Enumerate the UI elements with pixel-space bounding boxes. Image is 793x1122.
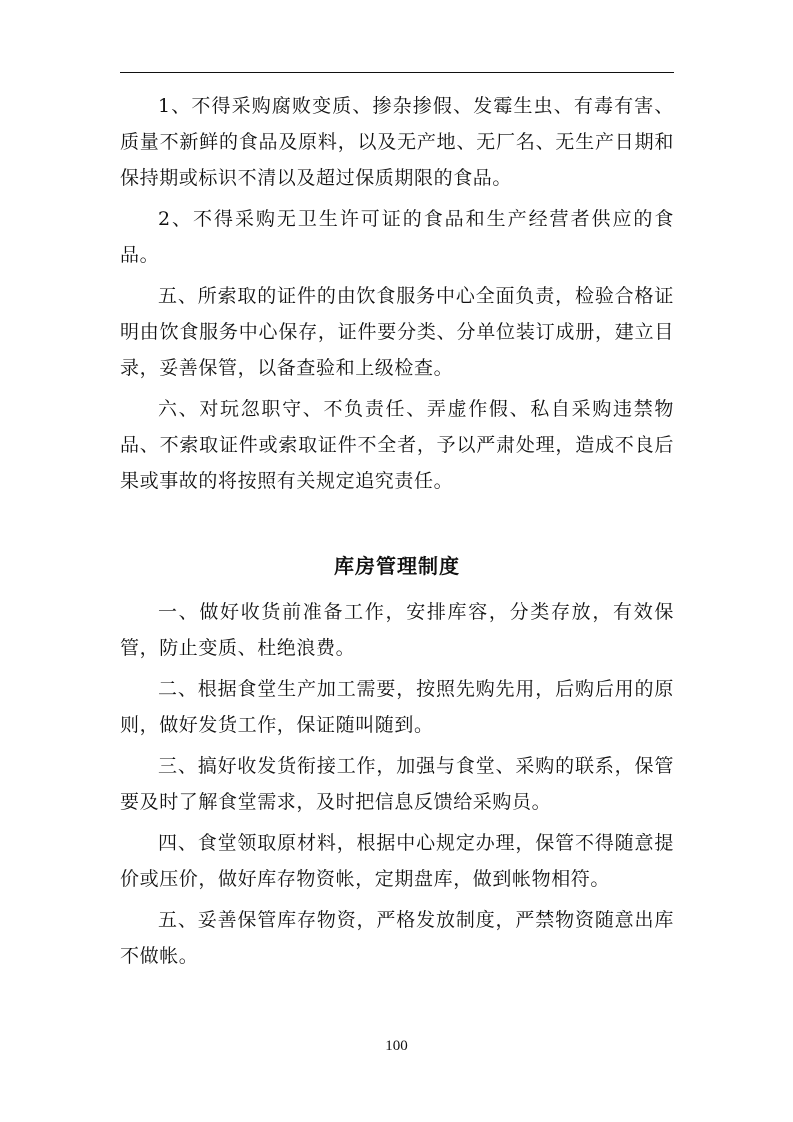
paragraph: 一、做好收货前准备工作，安排库容，分类存放，有效保管，防止变质、杜绝浪费。 [120,601,674,659]
page-number: 100 [385,1038,408,1054]
paragraph: 四、食堂领取原材料，根据中心规定办理，保管不得随意提价或压价，做好库存物资帐，定期盘库，做到帐物相符。 [120,832,674,890]
paragraph: 五、所索取的证件的由饮食服务中心全面负责，检验合格证明由饮食服务中心保存，证件要分类、分单位装订成册，建立目录，妥善保管，以备查验和上级检查。 [120,285,674,379]
paragraph: 三、搞好收发货衔接工作，加强与食堂、采购的联系，保管要及时了解食堂需求，及时把信息反馈给采购员。 [120,755,674,813]
paragraph: 1、不得采购腐败变质、掺杂掺假、发霉生虫、有毒有害、质量不新鲜的食品及原料，以及无产地、无厂名、无生产日期和保持期或标识不清以及超过保质期限的食品。 [120,95,674,189]
document-body [120,88,674,979]
paragraph: 五、妥善保管库存物资，严格发放制度，严禁物资随意出库不做帐。 [120,909,674,967]
section-title: 库房管理制度 [334,554,460,578]
paragraph: 2、不得采购无卫生许可证的食品和生产经营者供应的食品。 [120,208,674,266]
paragraph: 二、根据食堂生产加工需要，按照先购先用，后购后用的原则，做好发货工作，保证随叫随到。 [120,678,674,736]
paragraph: 六、对玩忽职守、不负责任、弄虚作假、私自采购违禁物品、不索取证件或索取证件不全者，予以严肃处理，造成不良后果或事故的将按照有关规定追究责任。 [120,398,674,492]
header-rule [120,72,674,73]
